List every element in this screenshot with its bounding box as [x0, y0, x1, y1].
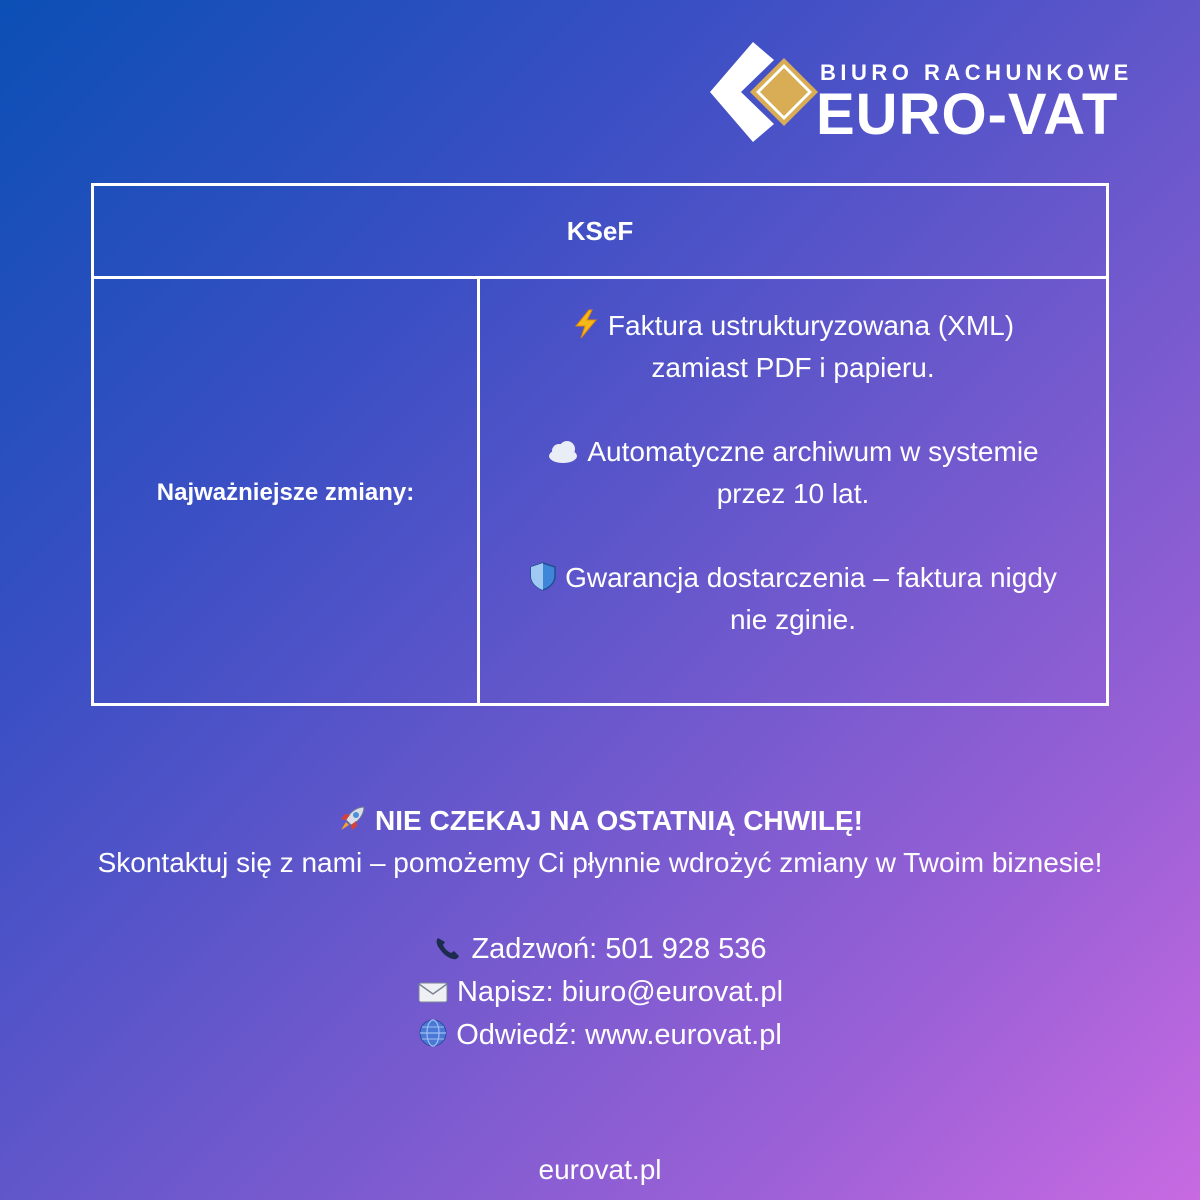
company-logo — [708, 40, 1148, 150]
contact-list — [0, 928, 1200, 1057]
contact-email-text: Napisz: biuro@eurovat.pl — [456, 976, 784, 1008]
ksef-table — [91, 183, 1109, 706]
change-item-guarantee-line2: nie zginie. — [729, 604, 857, 635]
logo-mark-icon — [708, 40, 818, 150]
contact-phone-text: Zadzwoń: 501 928 536 — [471, 933, 767, 965]
changes-label-cell — [94, 279, 480, 706]
contact-email[interactable] — [0, 971, 1200, 1014]
contact-website-text: Odwiedź: www.eurovat.pl — [456, 1019, 782, 1051]
logo-subtitle: BIURO RACHUNKOWE — [820, 60, 1133, 85]
envelope-icon — [417, 979, 449, 1005]
contact-website[interactable] — [0, 1014, 1200, 1057]
cta-text: Skontaktuj się z nami – pomożemy Ci płynnie wdrożyć zmiany w Twoim biznesie! — [97, 847, 1103, 878]
footer-url[interactable]: eurovat.pl — [538, 1154, 662, 1185]
lightning-icon — [572, 309, 600, 339]
change-item-archive — [498, 431, 1088, 515]
change-item-guarantee — [498, 557, 1088, 641]
cta-title: NIE CZEKAJ NA OSTATNIĄ CHWILĘ! — [375, 805, 863, 836]
rocket-icon — [337, 804, 367, 834]
call-to-action — [0, 800, 1200, 884]
change-item-guarantee-line1: Gwarancja dostarczenia – faktura nigdy — [565, 562, 1057, 593]
table-header: KSeF — [94, 186, 1106, 279]
change-item-xml — [498, 305, 1088, 389]
cta-title-line — [0, 800, 1200, 842]
change-item-xml-line1: Faktura ustrukturyzowana (XML) — [607, 310, 1015, 341]
globe-icon — [418, 1018, 448, 1048]
logo-name: EURO-VAT — [816, 82, 1119, 147]
cloud-icon — [547, 439, 579, 465]
change-item-archive-line2: przez 10 lat. — [716, 478, 870, 509]
change-item-archive-line1: Automatyczne archiwum w systemie — [587, 436, 1039, 467]
shield-icon — [529, 561, 557, 591]
change-item-xml-line2: zamiast PDF i papieru. — [651, 352, 935, 383]
changes-label: Najważniejsze zmiany: — [156, 478, 415, 506]
phone-icon — [433, 934, 463, 962]
changes-content-cell — [480, 279, 1106, 706]
contact-phone[interactable] — [0, 928, 1200, 971]
